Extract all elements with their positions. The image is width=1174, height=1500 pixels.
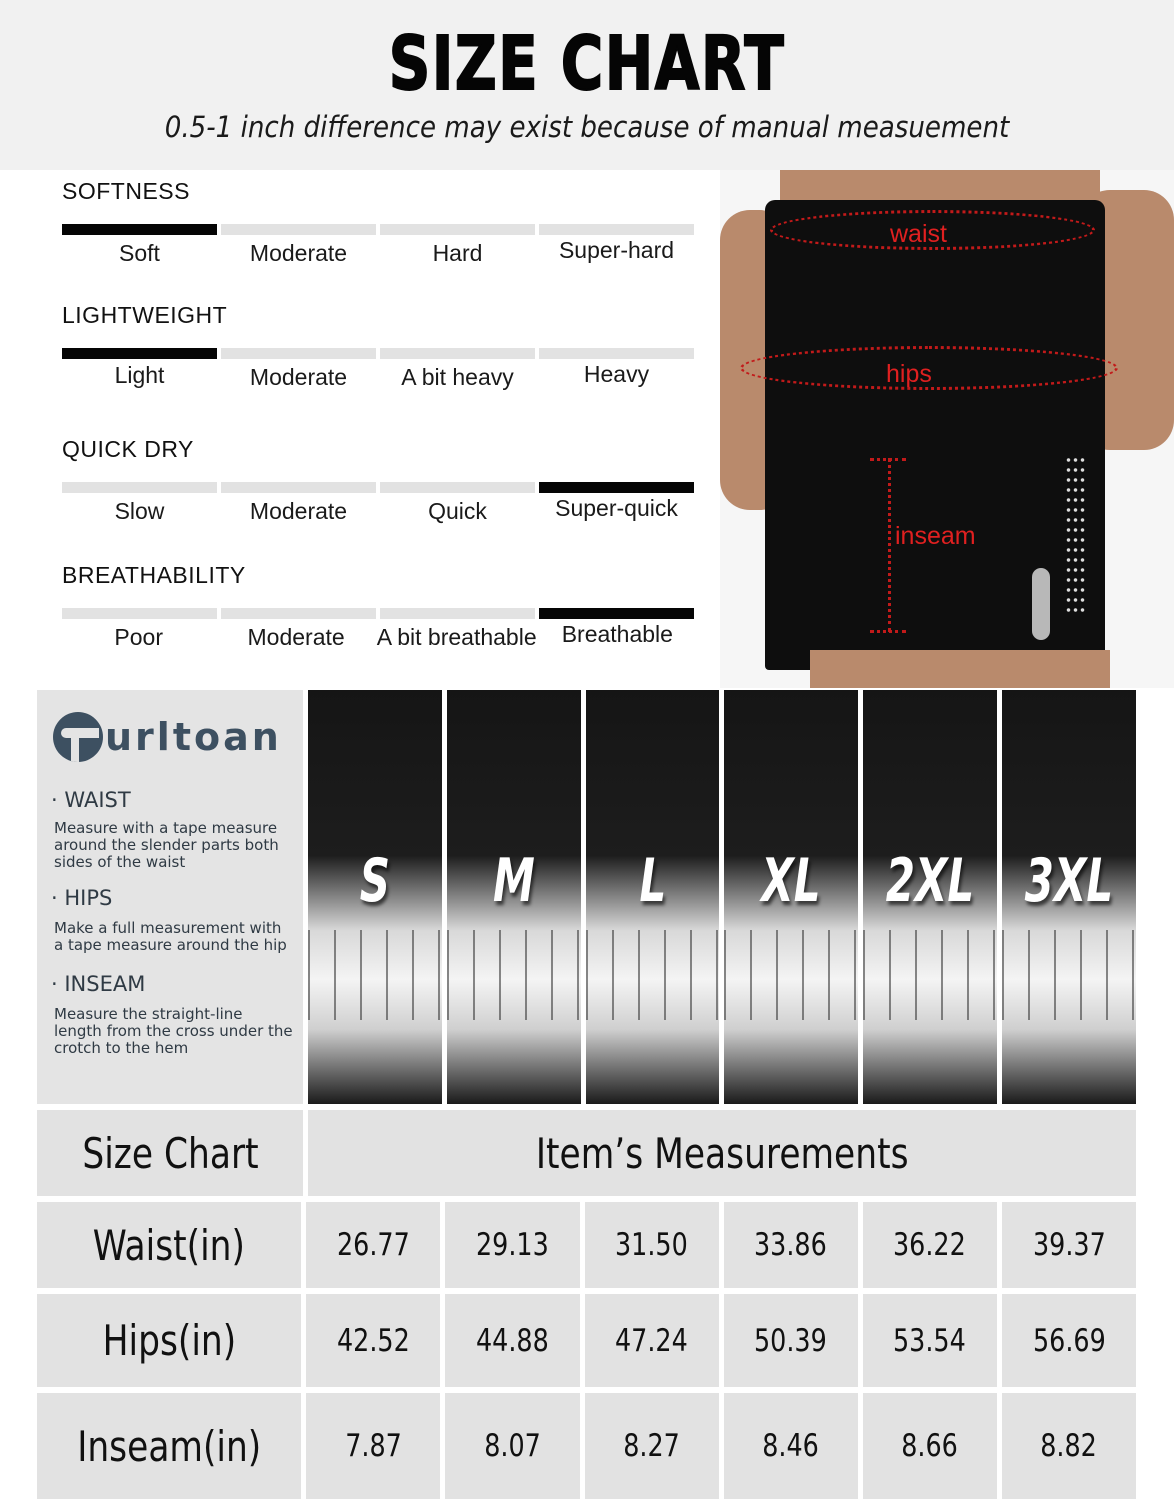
guide-text-hips: Make a full measurement with a tape measure around the hip bbox=[54, 919, 287, 954]
scale-segment bbox=[380, 482, 535, 493]
table-cell: 44.88 bbox=[445, 1294, 579, 1387]
scale-segment bbox=[221, 224, 376, 235]
guide-text-inseam: Measure the straight-line length from the cross under the crotch to the hem bbox=[54, 1005, 293, 1057]
table-cell: 8.46 bbox=[724, 1393, 858, 1499]
size-label: M bbox=[492, 846, 535, 916]
rating-option: Moderate bbox=[249, 498, 348, 524]
table-cell: 8.82 bbox=[1002, 1393, 1136, 1499]
scale-segment-active bbox=[62, 348, 217, 359]
rating-option: Moderate bbox=[249, 364, 348, 390]
brand-name: urltoan bbox=[105, 715, 282, 759]
rating-option: Moderate bbox=[249, 240, 348, 266]
size-label: XL bbox=[761, 846, 821, 916]
rating-scale bbox=[62, 224, 694, 235]
rating-option: Soft bbox=[119, 240, 160, 266]
scale-segment bbox=[221, 482, 376, 493]
rating-option: A bit heavy bbox=[401, 364, 514, 390]
brand-logo-icon bbox=[53, 712, 103, 762]
table-corner: Size Chart bbox=[37, 1110, 303, 1196]
rating-option: Breathable bbox=[561, 621, 673, 647]
scale-segment bbox=[62, 482, 217, 493]
rating-option: Super-hard bbox=[558, 237, 675, 263]
product-photo-shorts bbox=[720, 170, 1174, 688]
scale-segment bbox=[380, 608, 535, 619]
table-cell: 50.39 bbox=[724, 1294, 858, 1387]
size-photo-strip bbox=[308, 690, 1136, 1104]
table-cell: 56.69 bbox=[1002, 1294, 1136, 1387]
measuring-guide bbox=[37, 690, 303, 1104]
size-panel-2xl bbox=[863, 690, 997, 1104]
rating-scale bbox=[62, 482, 694, 493]
guide-text-waist: Measure with a tape measure around the slender parts both sides of the waist bbox=[54, 819, 279, 871]
row-label: Hips(in) bbox=[37, 1294, 301, 1387]
table-cell: 42.52 bbox=[306, 1294, 440, 1387]
rating-scale bbox=[62, 608, 694, 619]
size-label: 2XL bbox=[886, 846, 975, 916]
fabric-ratings bbox=[60, 170, 700, 680]
row-label: Waist(in) bbox=[37, 1202, 301, 1288]
size-label: S bbox=[359, 846, 391, 916]
scale-segment bbox=[539, 224, 694, 235]
table-cell: 26.77 bbox=[306, 1202, 440, 1288]
row-label: Inseam(in) bbox=[37, 1393, 301, 1499]
scale-segment bbox=[539, 348, 694, 359]
rating-label: QUICK DRY bbox=[62, 436, 194, 462]
hips-label: hips bbox=[886, 360, 932, 388]
measurement-disclaimer: 0.5-1 inch difference may exist because of manual measuement bbox=[164, 110, 1010, 144]
shorts-garment bbox=[765, 200, 1105, 670]
header-banner bbox=[0, 0, 1174, 170]
scale-segment bbox=[221, 608, 376, 619]
table-header-row bbox=[37, 1110, 1136, 1196]
table-cell: 31.50 bbox=[585, 1202, 719, 1288]
rating-label: LIGHTWEIGHT bbox=[62, 302, 228, 328]
brand-logo bbox=[53, 712, 282, 762]
guide-heading-hips: · HIPS bbox=[51, 886, 113, 910]
size-panel-xl bbox=[724, 690, 858, 1104]
scale-segment bbox=[221, 348, 376, 359]
rating-option: Heavy bbox=[583, 361, 650, 387]
table-cell: 8.66 bbox=[863, 1393, 997, 1499]
scale-segment-active bbox=[62, 224, 217, 235]
reflective-dots bbox=[1065, 455, 1085, 615]
table-cell: 8.07 bbox=[445, 1393, 579, 1499]
rating-option: Light bbox=[114, 362, 165, 388]
table-header: Item’s Measurements bbox=[308, 1110, 1136, 1196]
rating-label: BREATHABILITY bbox=[62, 562, 246, 588]
scale-segment bbox=[380, 224, 535, 235]
rating-option: Slow bbox=[114, 498, 165, 524]
table-row bbox=[37, 1294, 1136, 1387]
rating-option: Hard bbox=[432, 240, 483, 266]
table-row bbox=[37, 1393, 1136, 1499]
rating-option: A bit breathable bbox=[376, 624, 537, 650]
size-panel-m bbox=[447, 690, 581, 1104]
size-label: 3XL bbox=[1024, 846, 1114, 916]
inseam-bottom-tick bbox=[870, 630, 906, 633]
table-row bbox=[37, 1202, 1136, 1288]
size-panel-l bbox=[586, 690, 720, 1104]
size-panel-3xl bbox=[1002, 690, 1136, 1104]
guide-heading-inseam: · INSEAM bbox=[51, 972, 146, 996]
inseam-label: inseam bbox=[895, 522, 976, 550]
rating-label: SOFTNESS bbox=[62, 178, 190, 204]
table-cell: 7.87 bbox=[306, 1393, 440, 1499]
size-panel-s bbox=[308, 690, 442, 1104]
table-cell: 53.54 bbox=[863, 1294, 997, 1387]
rating-option: Moderate bbox=[247, 624, 345, 650]
page-title: SIZE CHART bbox=[388, 21, 786, 107]
table-cell: 29.13 bbox=[445, 1202, 579, 1288]
table-cell: 47.24 bbox=[585, 1294, 719, 1387]
table-cell: 36.22 bbox=[863, 1202, 997, 1288]
table-cell: 8.27 bbox=[585, 1393, 719, 1499]
rating-option: Quick bbox=[428, 498, 487, 524]
scale-segment bbox=[380, 348, 535, 359]
scale-segment-active bbox=[539, 608, 694, 619]
brand-tag-icon bbox=[1032, 568, 1050, 640]
rating-option: Poor bbox=[114, 624, 163, 650]
table-cell: 39.37 bbox=[1002, 1202, 1136, 1288]
size-label: L bbox=[639, 846, 666, 916]
rating-scale bbox=[62, 348, 694, 359]
rating-option: Super-quick bbox=[555, 495, 678, 521]
inseam-measure-line bbox=[888, 458, 891, 632]
scale-segment-active bbox=[539, 482, 694, 493]
guide-heading-waist: · WAIST bbox=[51, 788, 131, 812]
waist-label: waist bbox=[890, 220, 947, 248]
table-cell: 33.86 bbox=[724, 1202, 858, 1288]
scale-segment bbox=[62, 608, 217, 619]
legs bbox=[810, 650, 1110, 688]
